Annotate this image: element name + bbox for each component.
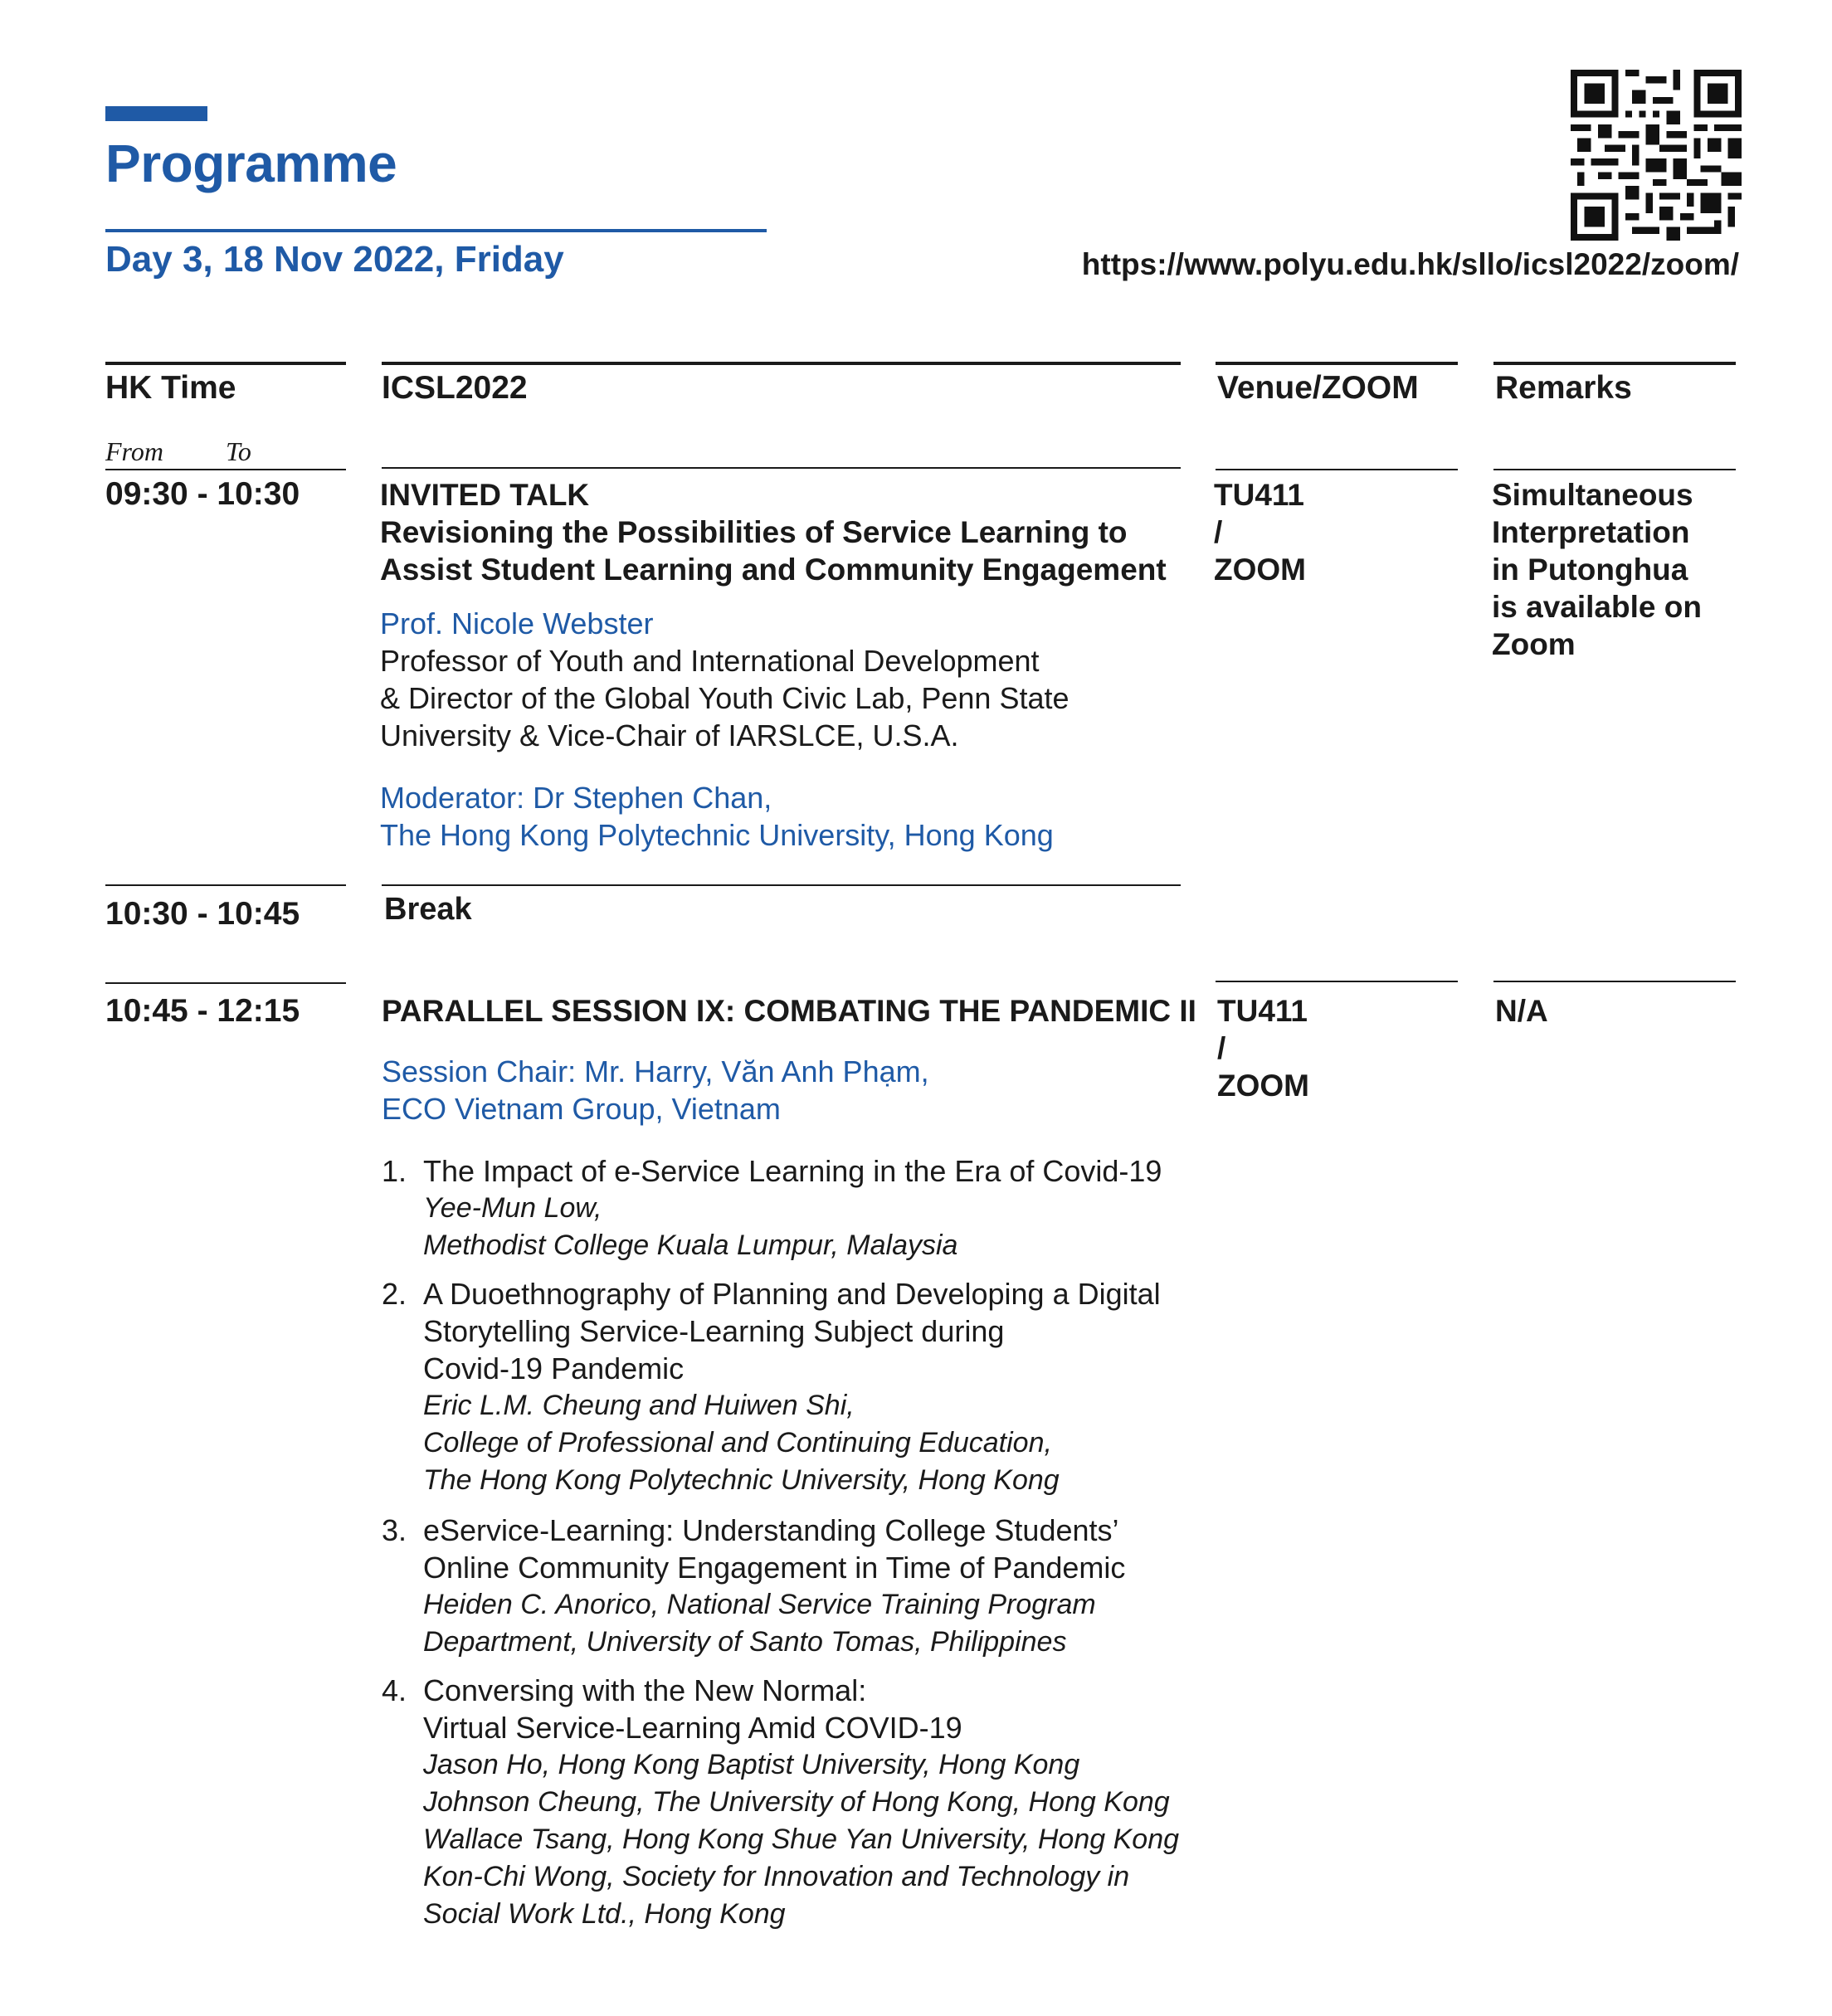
paper-title-line: Covid-19 Pandemic <box>423 1351 685 1385</box>
time-column-rule <box>105 362 346 365</box>
break-label: Break <box>384 892 472 927</box>
row-divider <box>105 469 346 470</box>
column-header-remarks: Remarks <box>1495 370 1632 406</box>
paper-author-line: Jason Ho, Hong Kong Baptist University, Hong Kong <box>423 1749 1080 1780</box>
zoom-link[interactable]: https://www.polyu.edu.hk/sllo/icsl2022/zoom/ <box>1081 247 1739 281</box>
column-subheader-from: From <box>105 436 163 466</box>
venue-separator: / <box>1214 515 1223 549</box>
column-header-venue: Venue/ZOOM <box>1217 370 1419 406</box>
row-divider <box>382 467 1181 469</box>
venue-room: TU411 <box>1214 478 1305 512</box>
paper-title-line: A Duoethnography of Planning and Developing a Digital <box>423 1277 1161 1311</box>
row-divider <box>1216 469 1458 470</box>
venue-separator: / <box>1217 1031 1226 1065</box>
venue-cell <box>1217 992 1309 1104</box>
paper-author-line: Wallace Tsang, Hong Kong Shue Yan University, Hong Kong <box>423 1824 1180 1855</box>
row-divider <box>1216 981 1458 982</box>
time-slot: 09:30 - 10:30 <box>105 476 300 512</box>
venue-room: TU411 <box>1217 994 1308 1028</box>
speaker-name: Prof. Nicole Webster <box>380 606 654 640</box>
day-heading: Day 3, 18 Nov 2022, Friday <box>105 239 564 280</box>
session-type: INVITED TALK <box>380 478 590 512</box>
remarks-cell: N/A <box>1495 994 1548 1028</box>
invited-talk-block <box>380 476 1210 854</box>
speaker-affiliation-line: Professor of Youth and International Development <box>380 644 1040 678</box>
remark-line: Interpretation <box>1492 515 1690 549</box>
column-subheader-to: To <box>226 436 251 466</box>
paper-item <box>382 1152 1220 1264</box>
paper-author-line: Kon-Chi Wong, Society for Innovation and Technology in <box>423 1861 1130 1892</box>
paper-title-line: Conversing with the New Normal: <box>423 1673 867 1707</box>
time-slot: 10:45 - 12:15 <box>105 993 300 1029</box>
column-header-programme: ICSL2022 <box>382 370 528 406</box>
paper-author-line: Social Work Ltd., Hong Kong <box>423 1898 786 1930</box>
paper-number: 2. <box>382 1277 407 1311</box>
paper-item <box>382 1275 1220 1499</box>
paper-number: 1. <box>382 1154 407 1188</box>
row-divider <box>1493 981 1736 982</box>
title-accent-bar <box>105 106 207 121</box>
moderator-line: The Hong Kong Polytechnic University, Hong Kong <box>380 818 1054 852</box>
row-divider <box>382 884 1181 886</box>
speaker-affiliation-line: University & Vice-Chair of IARSLCE, U.S.A. <box>380 718 959 752</box>
paper-author-line: College of Professional and Continuing Education, <box>423 1427 1052 1458</box>
paper-item <box>382 1512 1220 1661</box>
row-divider <box>105 982 346 984</box>
venue-zoom: ZOOM <box>1217 1069 1309 1103</box>
paper-title-line: Online Community Engagement in Time of Pandemic <box>423 1551 1126 1585</box>
paper-title-line: The Impact of e-Service Learning in the Era of Covid-19 <box>423 1154 1162 1188</box>
venue-zoom: ZOOM <box>1214 553 1306 587</box>
speaker-affiliation-line: & Director of the Global Youth Civic Lab, Penn State <box>380 681 1069 715</box>
paper-title-line: eService-Learning: Understanding College Students’ <box>423 1513 1119 1547</box>
column-header-time: HK Time <box>105 370 236 406</box>
title-underline <box>105 229 767 232</box>
paper-item <box>382 1672 1220 1933</box>
talk-title-line: Assist Student Learning and Community Engagement <box>380 553 1167 587</box>
parallel-session-header <box>382 992 1220 1127</box>
paper-author-line: Yee-Mun Low, <box>423 1192 602 1224</box>
session-chair-line: ECO Vietnam Group, Vietnam <box>382 1092 781 1126</box>
paper-author-line: Department, University of Santo Tomas, Philippines <box>423 1626 1067 1658</box>
remark-line: in Putonghua <box>1492 553 1688 587</box>
paper-number: 3. <box>382 1513 407 1547</box>
remark-line: Zoom <box>1492 627 1576 661</box>
remark-line: is available on <box>1492 590 1702 624</box>
qr-code-icon[interactable] <box>1571 70 1742 241</box>
session-title: PARALLEL SESSION IX: COMBATING THE PANDEMIC II <box>382 994 1196 1028</box>
paper-author-line: The Hong Kong Polytechnic University, Hong Kong <box>423 1464 1060 1496</box>
venue-cell <box>1214 476 1306 588</box>
paper-title-line: Virtual Service-Learning Amid COVID-19 <box>423 1711 962 1745</box>
page-title: Programme <box>105 134 397 193</box>
talk-title-line: Revisioning the Possibilities of Service Learning to <box>380 515 1128 549</box>
session-chair-line: Session Chair: Mr. Harry, Văn Anh Phạm, <box>382 1054 929 1088</box>
venue-column-rule <box>1216 362 1458 365</box>
moderator-line: Moderator: Dr Stephen Chan, <box>380 781 772 815</box>
paper-author-line: Eric L.M. Cheung and Huiwen Shi, <box>423 1390 855 1421</box>
time-slot: 10:30 - 10:45 <box>105 896 300 932</box>
remarks-column-rule <box>1493 362 1736 365</box>
paper-author-line: Heiden C. Anorico, National Service Training Program <box>423 1589 1096 1620</box>
row-divider <box>105 884 346 886</box>
remarks-cell <box>1492 476 1702 663</box>
paper-author-line: Methodist College Kuala Lumpur, Malaysia <box>423 1230 958 1261</box>
remark-line: Simultaneous <box>1492 478 1693 512</box>
row-divider <box>1493 469 1736 470</box>
programme-column-rule <box>382 362 1181 365</box>
paper-number: 4. <box>382 1673 407 1707</box>
paper-author-line: Johnson Cheung, The University of Hong Kong, Hong Kong <box>423 1786 1170 1818</box>
paper-title-line: Storytelling Service-Learning Subject during <box>423 1314 1005 1348</box>
